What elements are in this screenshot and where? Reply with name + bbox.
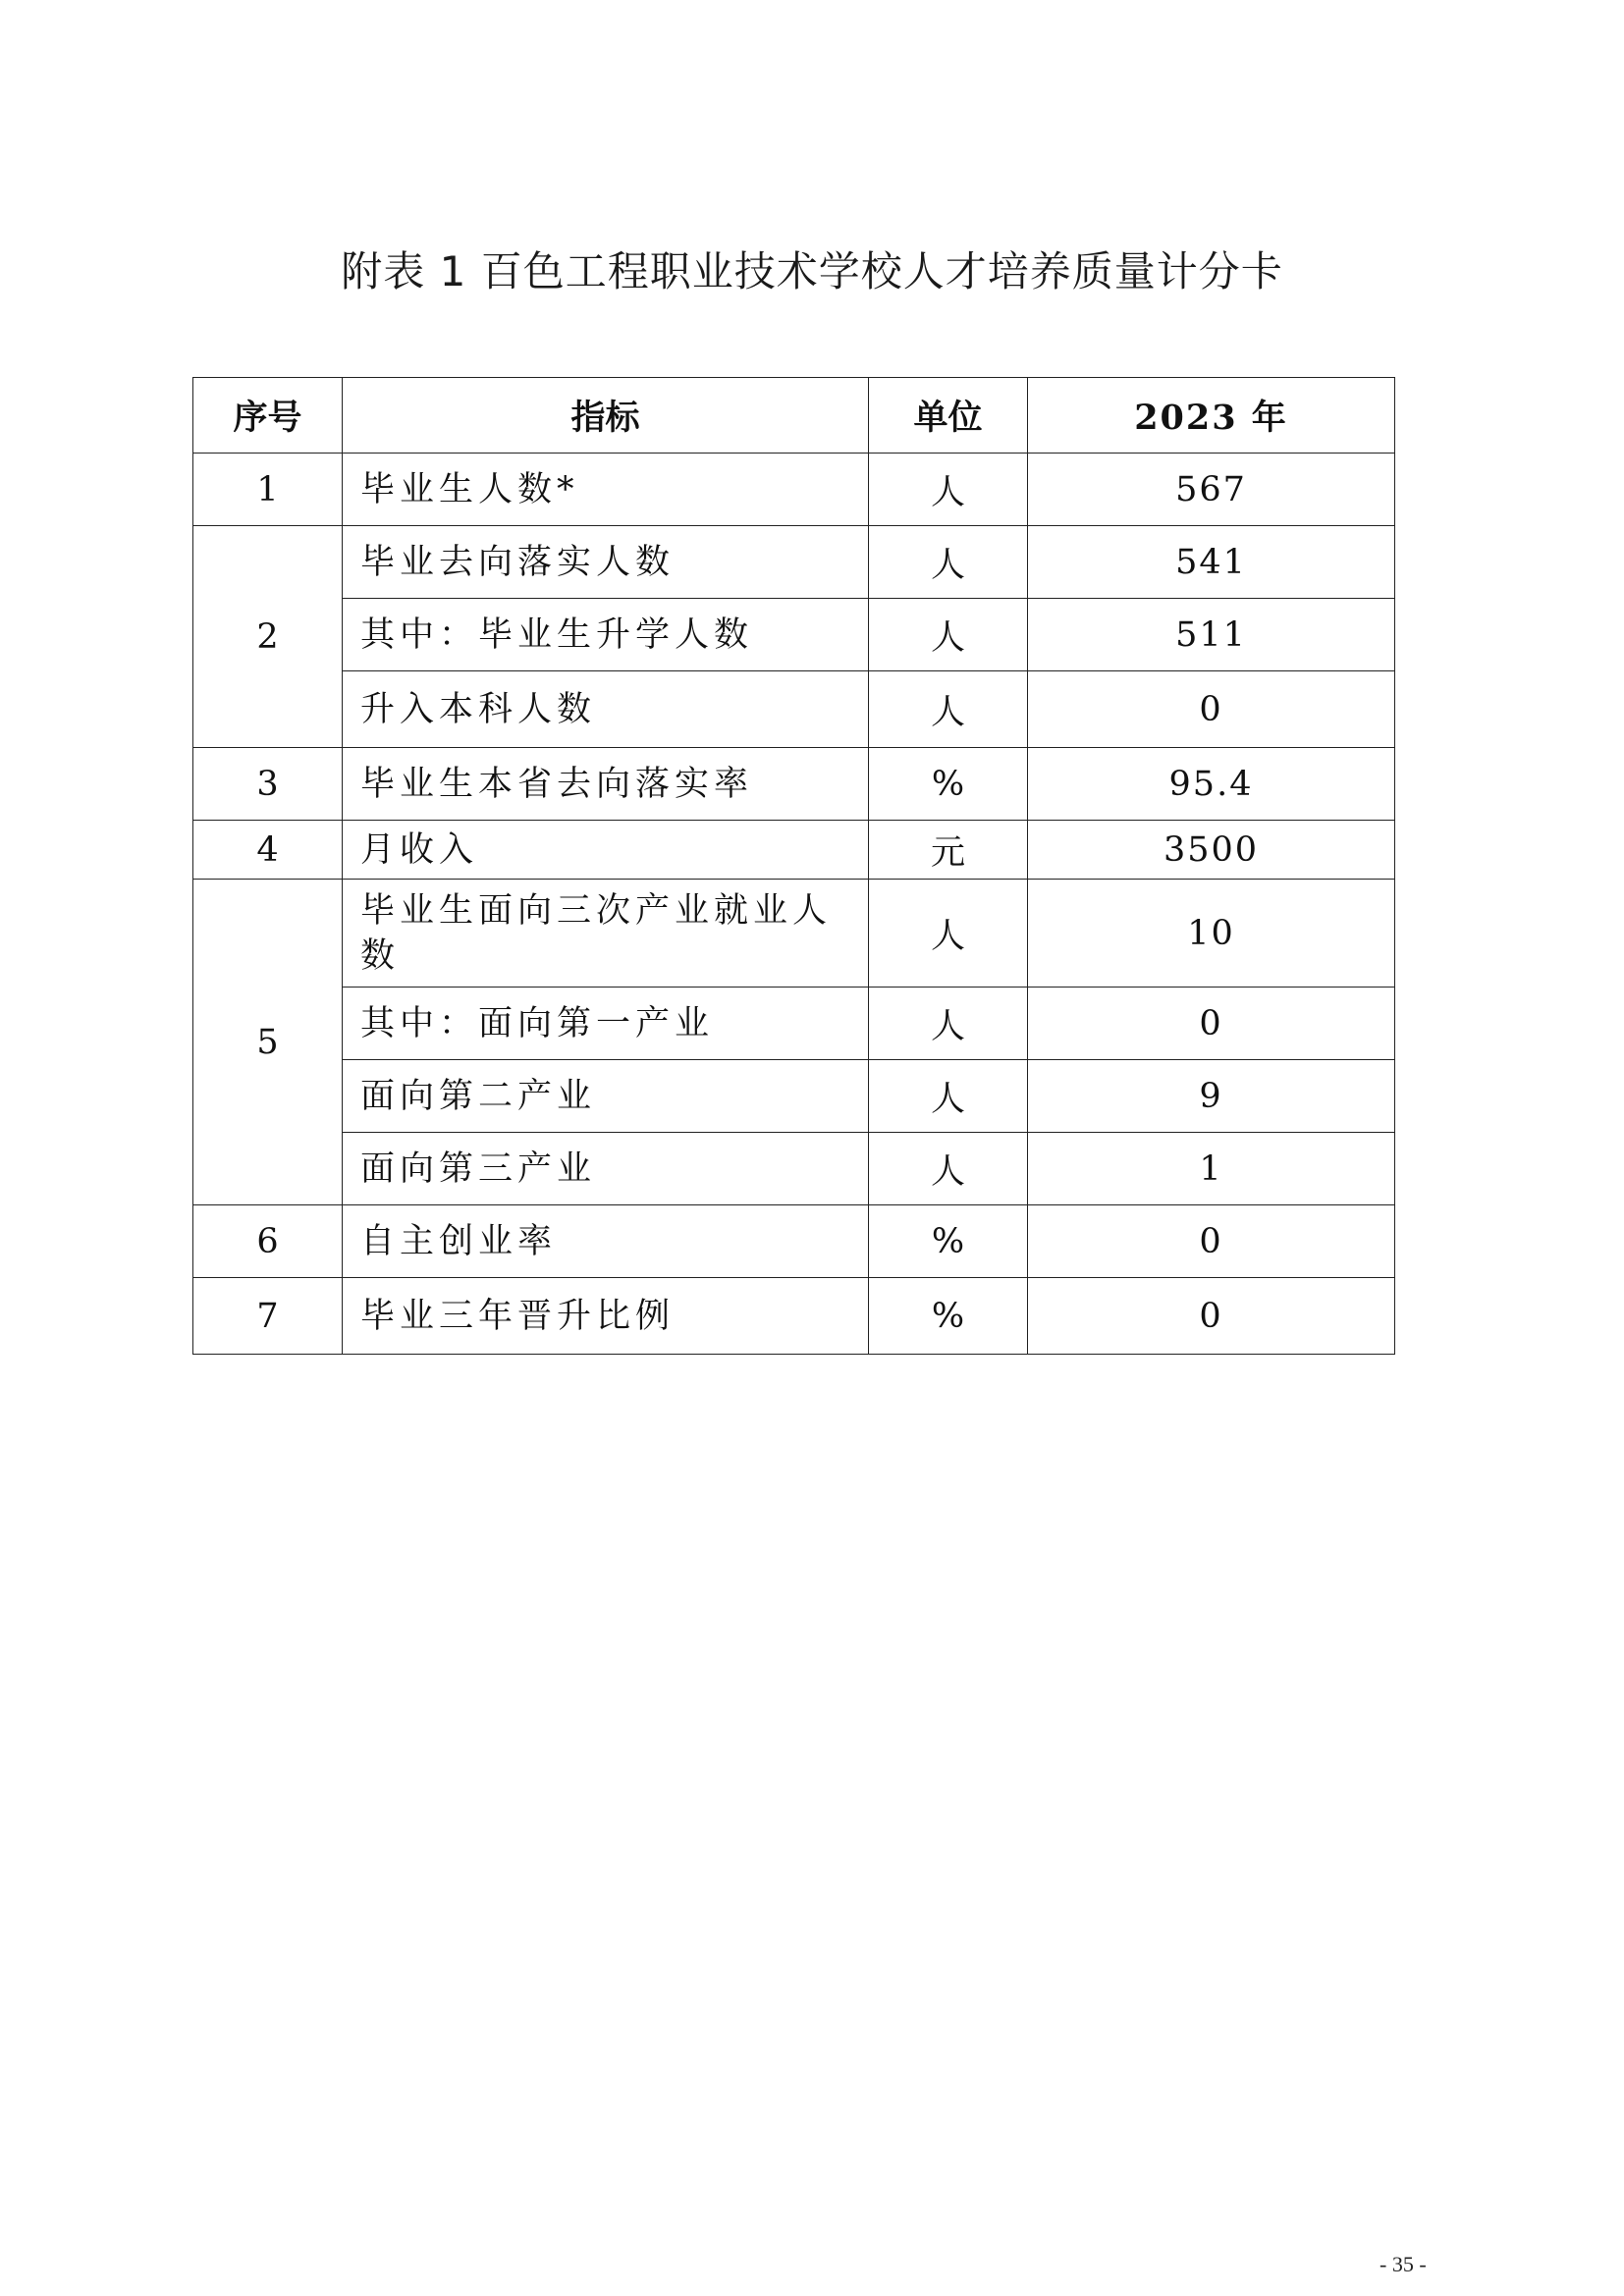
row-indicator: 面向第三产业 bbox=[343, 1133, 869, 1205]
row-value: 567 bbox=[1028, 454, 1395, 526]
row-unit: 人 bbox=[869, 671, 1028, 748]
row-unit: % bbox=[869, 1278, 1028, 1355]
row-unit: % bbox=[869, 1205, 1028, 1278]
row-indicator: 毕业三年晋升比例 bbox=[343, 1278, 869, 1355]
row-seq: 7 bbox=[193, 1278, 343, 1355]
row-indicator: 升入本科人数 bbox=[343, 671, 869, 748]
row-unit: 人 bbox=[869, 988, 1028, 1060]
row-seq: 5 bbox=[193, 880, 343, 1205]
header-indicator: 指标 bbox=[343, 378, 869, 454]
row-indicator: 毕业生人数* bbox=[343, 454, 869, 526]
row-indicator: 其中：面向第一产业 bbox=[343, 988, 869, 1060]
row-indicator: 毕业生面向三次产业就业人数 bbox=[343, 880, 869, 988]
row-indicator: 毕业去向落实人数 bbox=[343, 526, 869, 599]
row-unit: 元 bbox=[869, 821, 1028, 880]
table-row bbox=[193, 1278, 1395, 1355]
table-row bbox=[193, 880, 1395, 988]
row-unit: % bbox=[869, 748, 1028, 821]
table-row bbox=[193, 526, 1395, 599]
row-value: 0 bbox=[1028, 1278, 1395, 1355]
table-row bbox=[193, 821, 1395, 880]
row-unit: 人 bbox=[869, 599, 1028, 671]
row-unit: 人 bbox=[869, 880, 1028, 988]
row-seq: 6 bbox=[193, 1205, 343, 1278]
table-row bbox=[193, 671, 1395, 748]
row-unit: 人 bbox=[869, 1133, 1028, 1205]
page-number: - 35 - bbox=[1380, 2252, 1427, 2276]
row-value: 0 bbox=[1028, 988, 1395, 1060]
row-value: 511 bbox=[1028, 599, 1395, 671]
header-seq: 序号 bbox=[193, 378, 343, 454]
row-value: 10 bbox=[1028, 880, 1395, 988]
row-value: 0 bbox=[1028, 671, 1395, 748]
row-seq: 1 bbox=[193, 454, 343, 526]
table-header-row bbox=[193, 378, 1395, 454]
row-indicator: 面向第二产业 bbox=[343, 1060, 869, 1133]
row-seq: 4 bbox=[193, 821, 343, 880]
row-indicator: 月收入 bbox=[343, 821, 869, 880]
table-row bbox=[193, 1060, 1395, 1133]
table-row bbox=[193, 1133, 1395, 1205]
row-unit: 人 bbox=[869, 1060, 1028, 1133]
row-unit: 人 bbox=[869, 526, 1028, 599]
row-value: 541 bbox=[1028, 526, 1395, 599]
table-row bbox=[193, 599, 1395, 671]
row-seq: 2 bbox=[193, 526, 343, 748]
quality-scorecard-table bbox=[192, 377, 1395, 1355]
row-indicator: 自主创业率 bbox=[343, 1205, 869, 1278]
table-row bbox=[193, 988, 1395, 1060]
row-unit: 人 bbox=[869, 454, 1028, 526]
row-indicator: 其中：毕业生升学人数 bbox=[343, 599, 869, 671]
table-row bbox=[193, 454, 1395, 526]
row-value: 95.4 bbox=[1028, 748, 1395, 821]
table-row bbox=[193, 1205, 1395, 1278]
row-value: 1 bbox=[1028, 1133, 1395, 1205]
row-indicator: 毕业生本省去向落实率 bbox=[343, 748, 869, 821]
header-unit: 单位 bbox=[869, 378, 1028, 454]
row-value: 3500 bbox=[1028, 821, 1395, 880]
row-value: 0 bbox=[1028, 1205, 1395, 1278]
header-year: 2023 年 bbox=[1028, 378, 1395, 454]
row-value: 9 bbox=[1028, 1060, 1395, 1133]
page-title: 附表 1 百色工程职业技术学校人才培养质量计分卡 bbox=[341, 247, 1283, 295]
table-row bbox=[193, 748, 1395, 821]
row-seq: 3 bbox=[193, 748, 343, 821]
